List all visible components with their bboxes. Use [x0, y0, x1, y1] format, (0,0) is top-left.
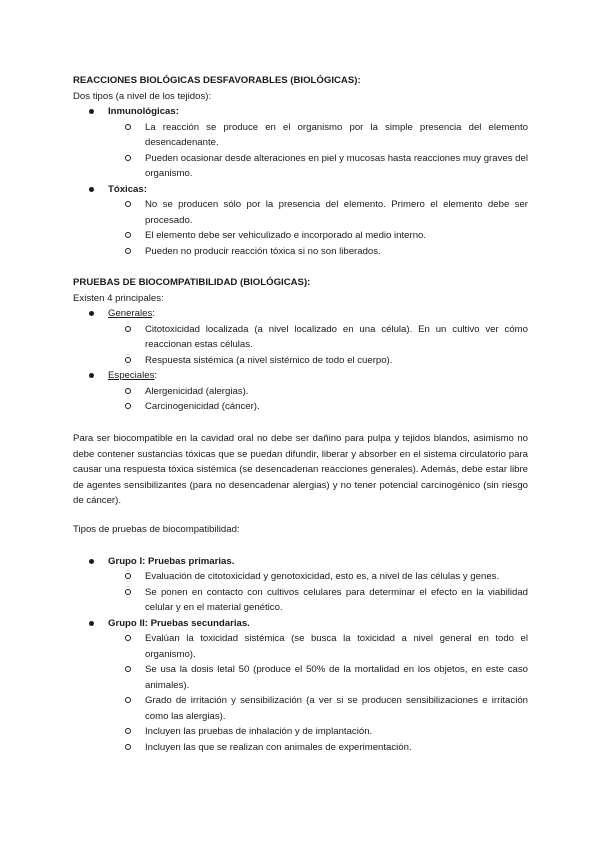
list-item [73, 368, 528, 415]
group-label: Generales [108, 308, 153, 319]
circle-bullet-icon [125, 666, 131, 672]
sub-list [145, 569, 528, 616]
list-item [73, 182, 528, 260]
sub-list-item [145, 631, 528, 662]
sub-list-item [145, 151, 528, 182]
sub-list [145, 384, 528, 415]
item-text: Pueden no producir reacción tóxica si no son liberados. [145, 245, 381, 257]
group-label: Inmunológicas: [108, 106, 179, 117]
group-label-suffix: : [154, 370, 158, 381]
sub-list [145, 120, 528, 182]
bullet-icon [89, 373, 94, 378]
section-intro: Tipos de pruebas de biocompatibilidad: [73, 524, 240, 535]
sub-list-item [145, 353, 528, 369]
circle-bullet-icon [125, 155, 131, 161]
group-label: Grupo II: Pruebas secundarias. [108, 617, 250, 629]
sub-list-item [145, 569, 528, 585]
sub-list-item [145, 120, 528, 151]
sub-list [145, 322, 528, 369]
list-item [73, 616, 528, 756]
item-text: Incluyen las pruebas de inhalación y de implantación. [145, 726, 373, 737]
section-intro: Existen 4 principales: [73, 292, 164, 304]
section-title: REACCIONES BIOLÓGICAS DESFAVORABLES (BIOLÓGICAS): [73, 75, 361, 86]
sub-list-item [145, 693, 528, 724]
circle-bullet-icon [125, 326, 131, 332]
bullet-icon [89, 311, 94, 316]
item-text: Grado de irritación y sensibilización (a ver si se producen sensibilizaciones e irritación como las alergias). [145, 695, 528, 722]
item-text: Respuesta sistémica (a nivel sistémico de todo el cuerpo). [145, 354, 393, 366]
bullet-icon [89, 621, 94, 626]
sub-list [145, 631, 528, 755]
circle-bullet-icon [125, 589, 131, 595]
item-text: Alergenicidad (alergias). [145, 385, 249, 397]
group-label: Especiales [108, 370, 155, 381]
item-text: Citotoxicidad localizada (a nivel localizado en una célula). En un cultivo ver cómo reaccionan estas células. [145, 323, 528, 350]
item-text: La reacción se produce en el organismo por la simple presencia del elemento desencadenante. [145, 121, 528, 148]
circle-bullet-icon [125, 697, 131, 703]
item-text: Carcinogenicidad (cáncer). [145, 401, 260, 412]
sub-list-item [145, 244, 528, 260]
bullet-list [73, 104, 528, 259]
group-label: Grupo I: Pruebas primarias. [108, 555, 235, 567]
circle-bullet-icon [125, 248, 131, 254]
circle-bullet-icon [125, 357, 131, 363]
circle-bullet-icon [125, 744, 131, 750]
sub-list-item [145, 384, 528, 400]
circle-bullet-icon [125, 403, 131, 409]
sub-list-item [145, 724, 528, 740]
section-tipos [73, 522, 528, 755]
sub-list-item [145, 399, 528, 415]
circle-bullet-icon [125, 728, 131, 734]
bullet-icon [89, 109, 94, 114]
circle-bullet-icon [125, 201, 131, 207]
list-item [73, 104, 528, 182]
sub-list [145, 197, 528, 259]
bullet-icon [89, 559, 94, 564]
section-intro: Dos tipos (a nivel de los tejidos): [73, 90, 212, 102]
circle-bullet-icon [125, 232, 131, 238]
circle-bullet-icon [125, 388, 131, 394]
item-text: Evaluación de citotoxicidad y genotoxicidad, esto es, a nivel de las células y genes. [145, 571, 500, 582]
circle-bullet-icon [125, 573, 131, 579]
bullet-icon [89, 187, 94, 192]
item-text: Pueden ocasionar desde alteraciones en piel y mucosas hasta reacciones muy graves del organismo. [145, 152, 528, 179]
bullet-list [73, 554, 528, 756]
item-text: No se producen sólo por la presencia del elemento. Primero el elemento debe ser procesado. [145, 199, 528, 226]
body-paragraph-block [73, 431, 528, 509]
sub-list-item [145, 197, 528, 228]
item-text: El elemento debe ser vehiculizado e incorporado al medio interno. [145, 230, 427, 241]
item-text: Evalúan la toxicidad sistémica (se busca la toxicidad a nivel general en todo el organismo). [145, 633, 528, 660]
item-text: Incluyen las que se realizan con animales de experimentación. [145, 741, 412, 753]
circle-bullet-icon [125, 124, 131, 130]
sub-list-item [145, 662, 528, 693]
section-reacciones [73, 73, 528, 259]
sub-list-item [145, 740, 528, 756]
item-text: Se usa la dosis letal 50 (produce el 50% de la mortalidad en los objetos, en este caso animales). [145, 664, 528, 691]
item-text: Se ponen en contacto con cultivos celulares para determinar el efecto en la viabilidad celular y en el material genético. [145, 586, 528, 613]
sub-list-item [145, 585, 528, 616]
list-item [73, 554, 528, 616]
bullet-list [73, 306, 528, 415]
group-label-suffix: : [152, 308, 155, 319]
body-paragraph: Para ser biocompatible en la cavidad oral no debe ser dañino para pulpa y tejidos blandos, asimismo no debe contener sustancias tóxicas que se puedan difundir, liberar y absorber en el sistema circulatorio para causar una respuesta tóxica sistémica (se desencadenan reacciones generales). Además, debe estar libre de agentes sensibilizantes (para no desencadenar alergias) y no tener potencial carcinogénico (sin riesgo de cáncer). [73, 433, 528, 506]
circle-bullet-icon [125, 635, 131, 641]
sub-list-item [145, 228, 528, 244]
sub-list-item [145, 322, 528, 353]
section-pruebas [73, 275, 528, 415]
group-label: Tóxicas: [108, 183, 147, 195]
list-item [73, 306, 528, 368]
section-title: PRUEBAS DE BIOCOMPATIBILIDAD (BIOLÓGICAS): [73, 277, 311, 288]
